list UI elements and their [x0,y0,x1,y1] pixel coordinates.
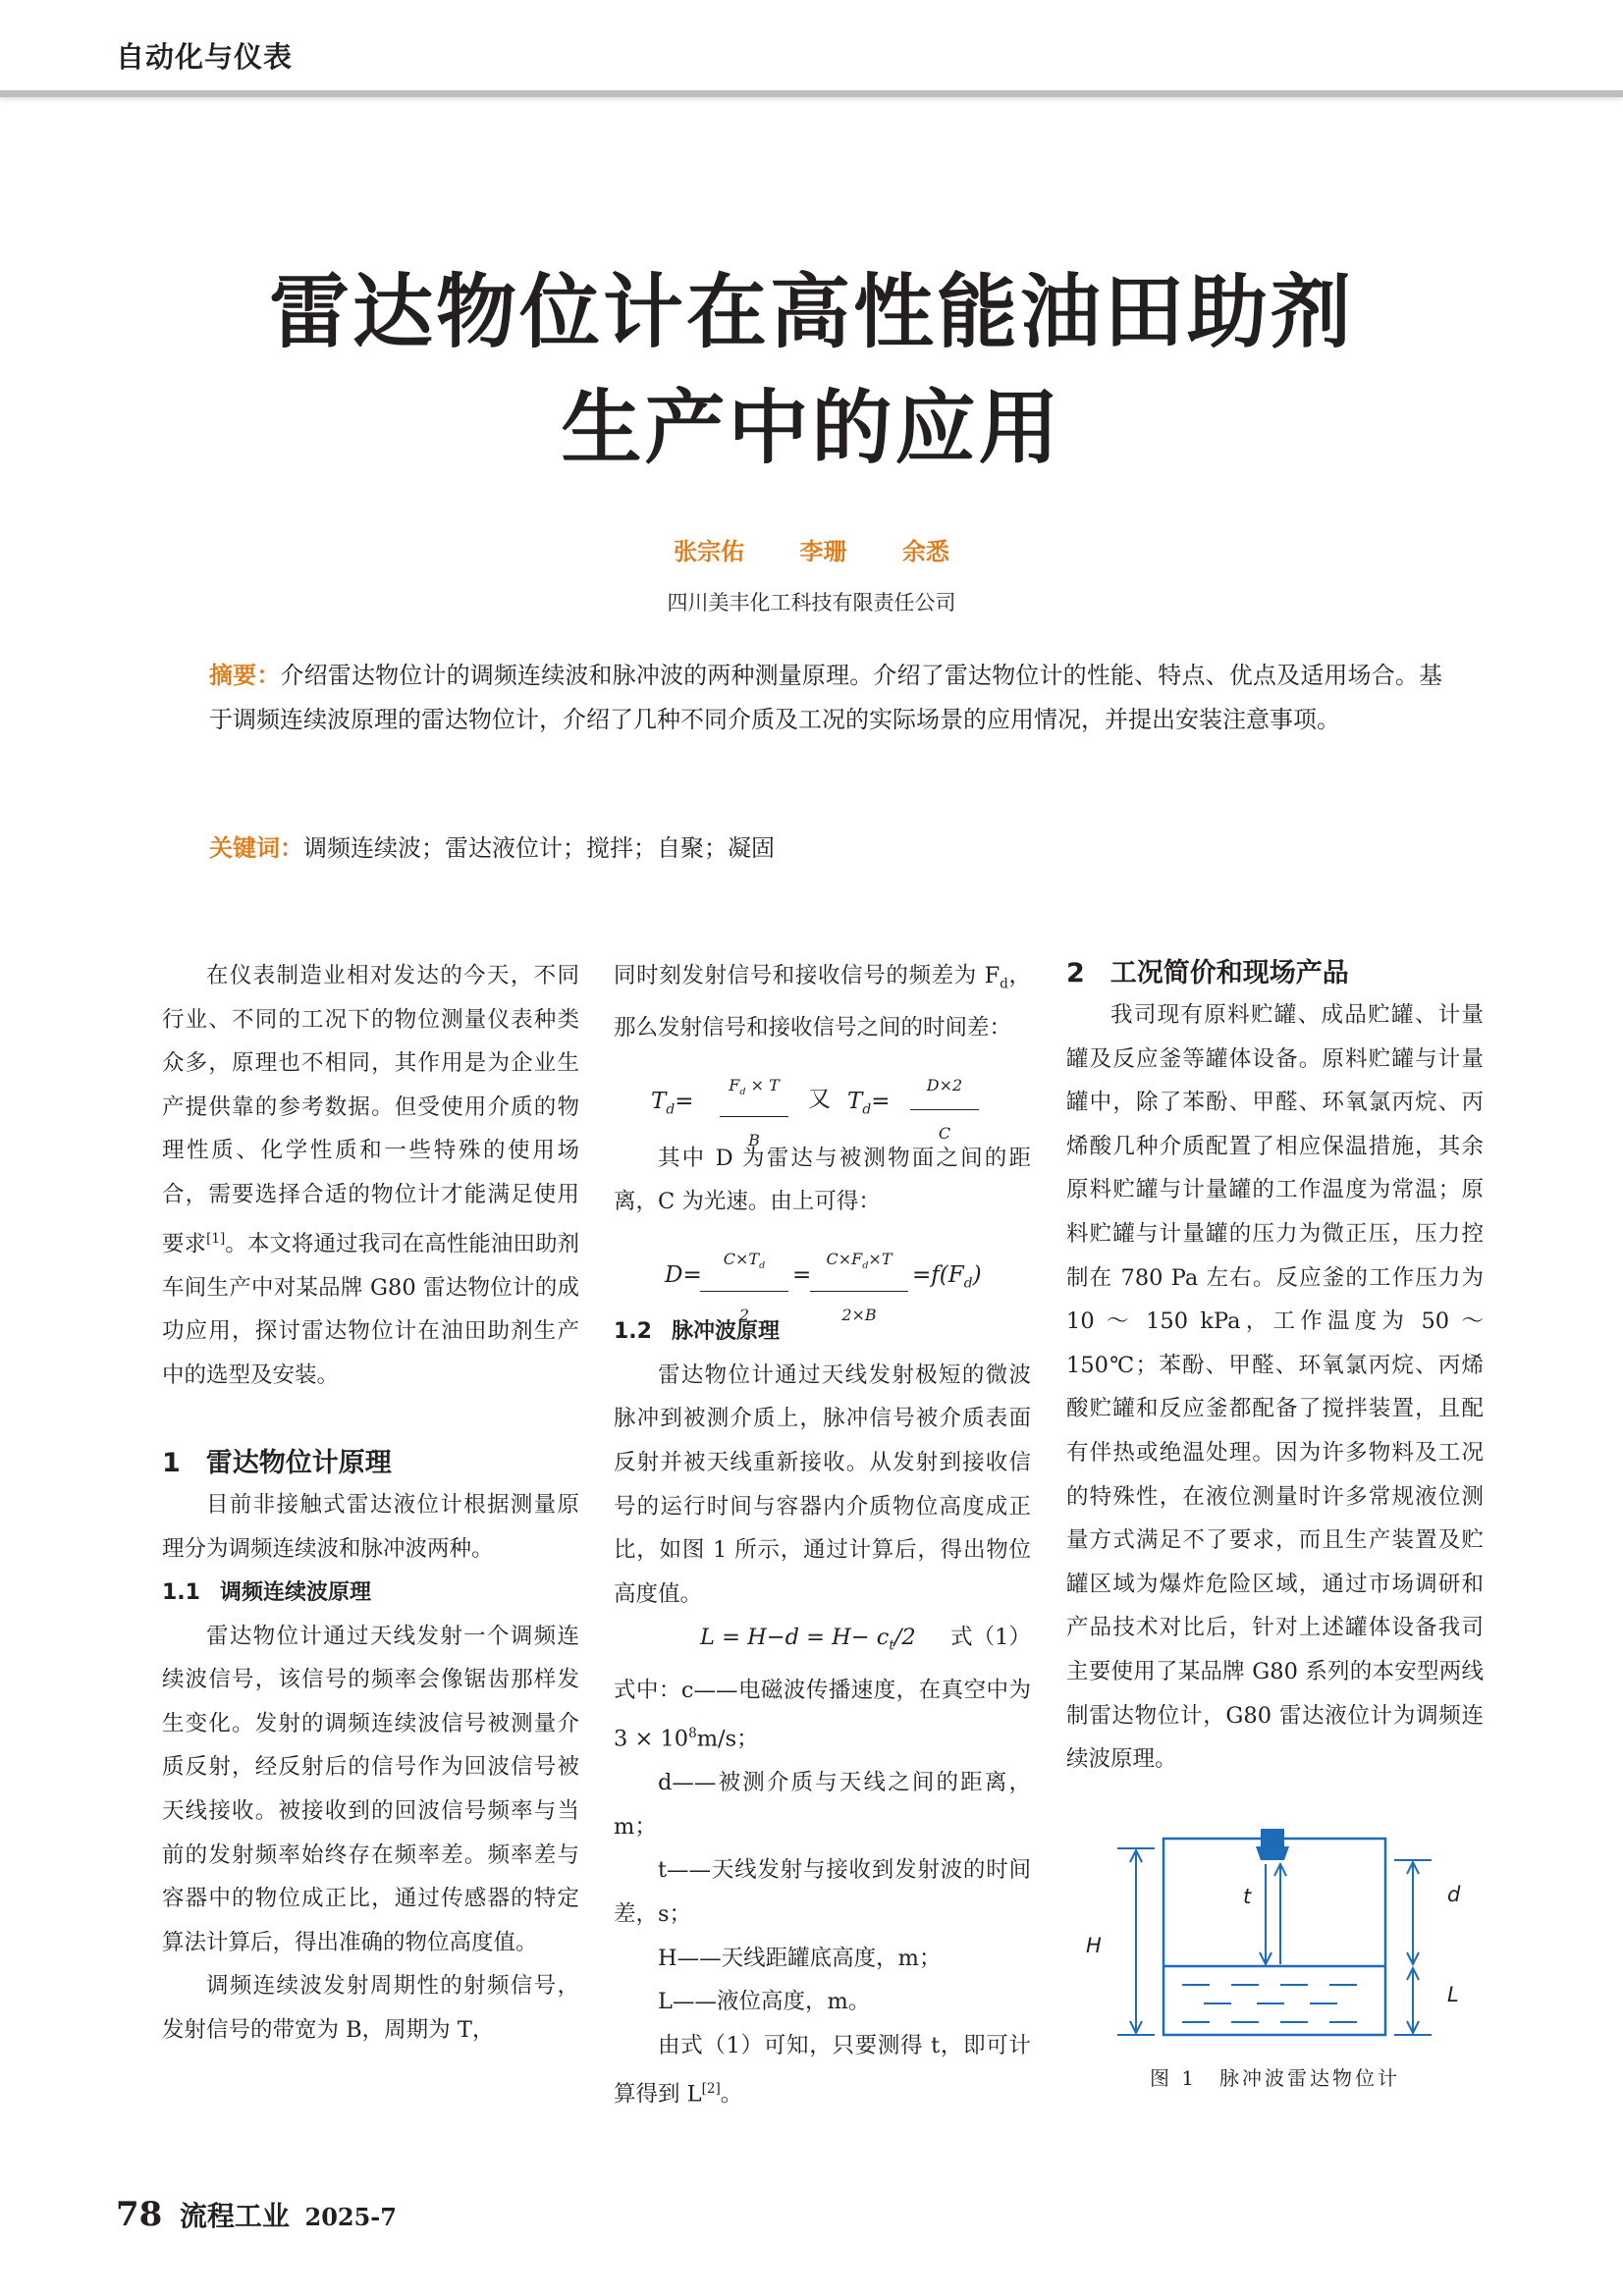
keywords-label: 关键词： [209,834,303,862]
figure-caption: 图 1 脉冲波雷达物位计 [1149,2065,1401,2090]
author-name: 张宗佑 [674,538,745,565]
section-1-1-paragraph: 调频连续波发射周期性的射频信号，发射信号的带宽为 B，周期为 T， [162,1973,579,2043]
abstract-text: 介绍雷达物位计的调频连续波和脉冲波的两种测量原理。介绍了雷达物位计的性能、特点、优点及适用场合。基于调频连续波原理的雷达物位计，介绍了几种不同介质及工况的实际场景的应用情况，并提出安装注意事项。 [209,662,1443,733]
paragraph-continued: 同时刻发射信号和接收信号的频差为 $F_d$，那么发射信号和接收信号之间的时间差： [614,963,1031,1041]
liquid-hatching [1182,1985,1357,2022]
variable-definition: H——天线距罐底高度，m； [658,1945,942,1971]
keywords-text: 调频连续波；雷达液位计；搅拌；自聚；凝固 [303,834,775,862]
citation: [1] [206,1230,226,1247]
equation-level: $L = H-d = H- c_t/2$ 式（1） [614,1616,1031,1668]
section-2-paragraph: 我司现有原料贮罐、成品贮罐、计量罐及反应釜等罐体设备。原料贮罐与计量罐中，除了苯酚、甲醛、环氧氯丙烷、丙烯酸几种介质配置了相应保温措施，其余原料贮罐与计量罐的工作温度为常温；原料贮罐与计量罐的压力为微正压，压力控制在 780 Pa 左右。反应釜的工作压力为 10 ～ 150 kPa，工作温度为 50 ～ 150℃；苯酚、甲醛、环氧氯丙烷、丙烯酸贮罐和反应釜都配备了搅拌装置，且配有伴热或绝温处理。因为许多物料及工况的特殊性，在液位测量时许多常规液位测量方式满足不了要求，而且生产装置及贮罐区域为爆炸危险区域，通过市场调研和产品技术对比后，针对上述罐体设备我司主要使用了某品牌 G80 系列的本安型两线制雷达物位计，G80 雷达液位计为调频连续波原理。 [1066,1002,1484,1773]
tank-outline [1163,1839,1385,2035]
variable-definition: t——天线发射与接收到发射波的时间差，s； [614,1857,1031,1927]
section-1-2-paragraph: 雷达物位计通过天线发射极短的微波脉冲到被测介质上，脉冲信号被介质表面反射并被天线重新接收。从发射到接收信号的运行时间与容器内介质物位高度成正比，如图 1 所示，通过计算后，得出物位高度值。 [614,1362,1031,1607]
author-name: 李珊 [799,538,847,565]
section-1-text: 目前非接触式雷达液位计根据测量原理分为调频连续波和脉冲波两种。 [162,1492,579,1563]
keywords [209,827,1442,871]
article-title [128,255,1495,487]
label-d: d [1447,1882,1461,1906]
title-line-2: 生产中的应用 [561,382,1062,475]
author-list [0,532,1623,566]
figure-1 [1066,1821,1484,2056]
label-H: H [1086,1933,1102,1957]
radar-level-gauge-diagram [1066,1821,1484,2056]
paragraph: 其中 D 为雷达与被测物面之间的距离，C 为光速。由上可得： [614,1145,1031,1215]
body-column-2 [614,954,1031,2116]
section-1-1-paragraph: 雷达物位计通过天线发射一个调频连续波信号，该信号的频率会像锯齿那样发生变化。发射的调频连续波信号被测量介质反射，经反射后的信号作为回波信号被天线接收。被接收到的回波信号频率与当前的发射频率始终存在频率差。频率差与容器中的物位成正比，通过传感器的特定算法计算后，得出准确的物位高度值。 [162,1623,579,1955]
subsection-heading-1-1: 1.1 调频连续波原理 [162,1579,371,1605]
affiliation: 四川美丰化工科技有限责任公司 [667,591,956,614]
title-line-1: 雷达物位计在高性能油田助剂 [268,266,1354,359]
journal-name: 流程工业 [179,2200,290,2232]
equation-time-difference: $T_d=$ $F_d \times T$ B 又 $T_d=$ D×2 C [614,1054,1031,1133]
issue-number: 2025-7 [304,2203,397,2231]
label-L: L [1447,1982,1459,2006]
abstract [209,654,1442,742]
intro-paragraph: 在仪表制造业相对发达的今天，不同行业、不同的工况下的物位测量仪表种类众多，原理也不相同，其作用是为企业生产提供靠的参考数据。但受使用介质的物理性质、化学性质和一些特殊的使用场合，需要选择合适的物位计才能满足使用要求[1]。本文将通过我司在高性能油田助剂车间生产中对某品牌 G80 雷达物位计的成功应用，探讨雷达物位计在油田助剂生产中的选型及安装。 [162,963,579,1388]
author-name: 余悉 [901,538,949,565]
section-heading-1: 1 雷达物位计原理 [162,1448,392,1479]
abstract-label: 摘要： [209,662,281,689]
variable-definition: L——液位高度，m。 [658,1989,871,2015]
paragraph: 由式（1）可知，只要测得 t，即可计算得到 L[2]。 [614,2032,1031,2108]
section-tag: 自动化与仪表 [116,40,294,74]
antenna-horn-icon [1256,1846,1289,1860]
subsection-heading-1-2: 1.2 脉冲波原理 [614,1318,780,1344]
variable-definition: 式中：c——电磁波传播速度，在真空中为 $3 \times 10^8m/s$； [614,1677,1031,1752]
page-number: 78 [116,2195,163,2234]
page-footer [116,2195,397,2234]
body-column-1 [162,954,579,2053]
equation-number: 式（1） [950,1625,1031,1651]
citation: [2] [701,2081,721,2098]
antenna-mount [1261,1829,1284,1846]
label-t: t [1243,1884,1252,1908]
body-column-3 [1066,954,1484,2098]
section-heading-2: 2 工况简价和现场产品 [1066,958,1349,988]
equation-distance: D= $C\times T_d$ 2 = $C\times F_d\times T$ 2×B $=f(F_d)$ [665,1249,982,1324]
variable-definition: d——被测介质与天线之间的距离，m； [614,1770,1031,1840]
header-band [0,0,1623,97]
